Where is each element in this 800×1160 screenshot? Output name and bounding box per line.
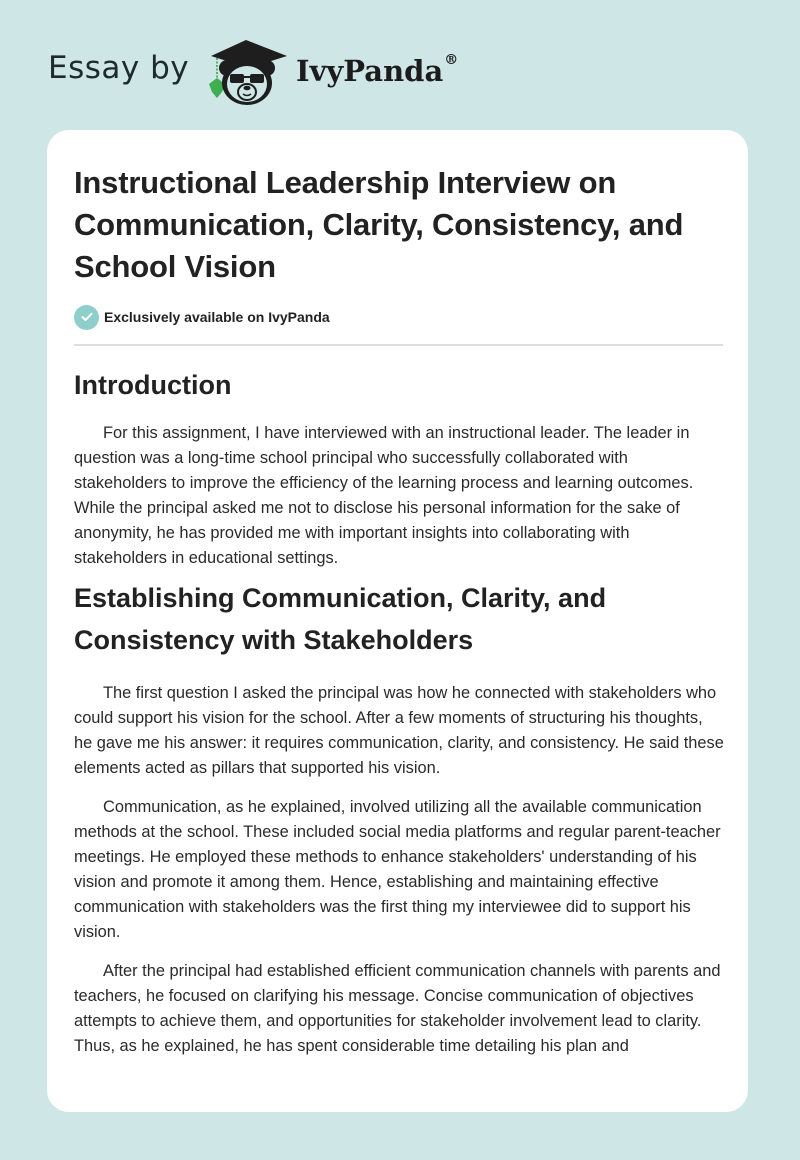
site-header [0, 0, 800, 130]
exclusive-label: Exclusively available on IvyPanda [104, 309, 330, 325]
panda-logo-icon[interactable] [203, 36, 289, 108]
title-divider [74, 344, 723, 346]
paragraph: Communication, as he explained, involved utilizing all the available communication methods at the school. These included social media platforms and regular parent-teacher meetings. He employed these methods to enhance stakeholders' understanding of his vision and promote it among them. Hence, establishing and maintaining effective communication with stakeholders was the first thing my interviewee did to support his vision. [74, 798, 721, 941]
brand-name[interactable] [296, 54, 458, 88]
paragraph: After the principal had established efficient communication channels with parents and teachers, he focused on clarifying his message. Concise communication of objectives attempts to achieve them, and opportunities for stakeholder involvement lead to clarity. Thus, as he explained, he has spent considerable time detailing his plan and [74, 962, 721, 1055]
check-circle-icon [74, 305, 99, 330]
essay-by-label: Essay by [48, 50, 190, 86]
paragraph: The first question I asked the principal was how he connected with stakeholders who could support his vision for the school. After a few moments of structuring his thoughts, he gave me his answer: it requires communication, clarity, and consistency. He said these elements acted as pillars that supported his vision. [74, 684, 724, 777]
paragraph: For this assignment, I have interviewed with an instructional leader. The leader in question was a long-time school principal who successfully collaborated with stakeholders to improve the efficiency of the learning process and learning outcomes. While the principal asked me not to disclose his personal information for the sake of anonymity, he has provided me with important insights into collaborating with stakeholders in educational settings. [74, 424, 694, 567]
section-heading-establishing: Establishing Communication, Clarity, and Consistency with Stakeholders [74, 583, 607, 655]
exclusive-badge [74, 303, 724, 331]
section-heading-introduction: Introduction [74, 370, 232, 400]
article-title: Instructional Leadership Interview on Communication, Clarity, Consistency, and School Vision [74, 165, 684, 284]
article-card [47, 130, 748, 1112]
registered-mark: ® [444, 52, 459, 68]
article-content [74, 162, 724, 1059]
brand-text: IvyPanda [296, 54, 444, 88]
